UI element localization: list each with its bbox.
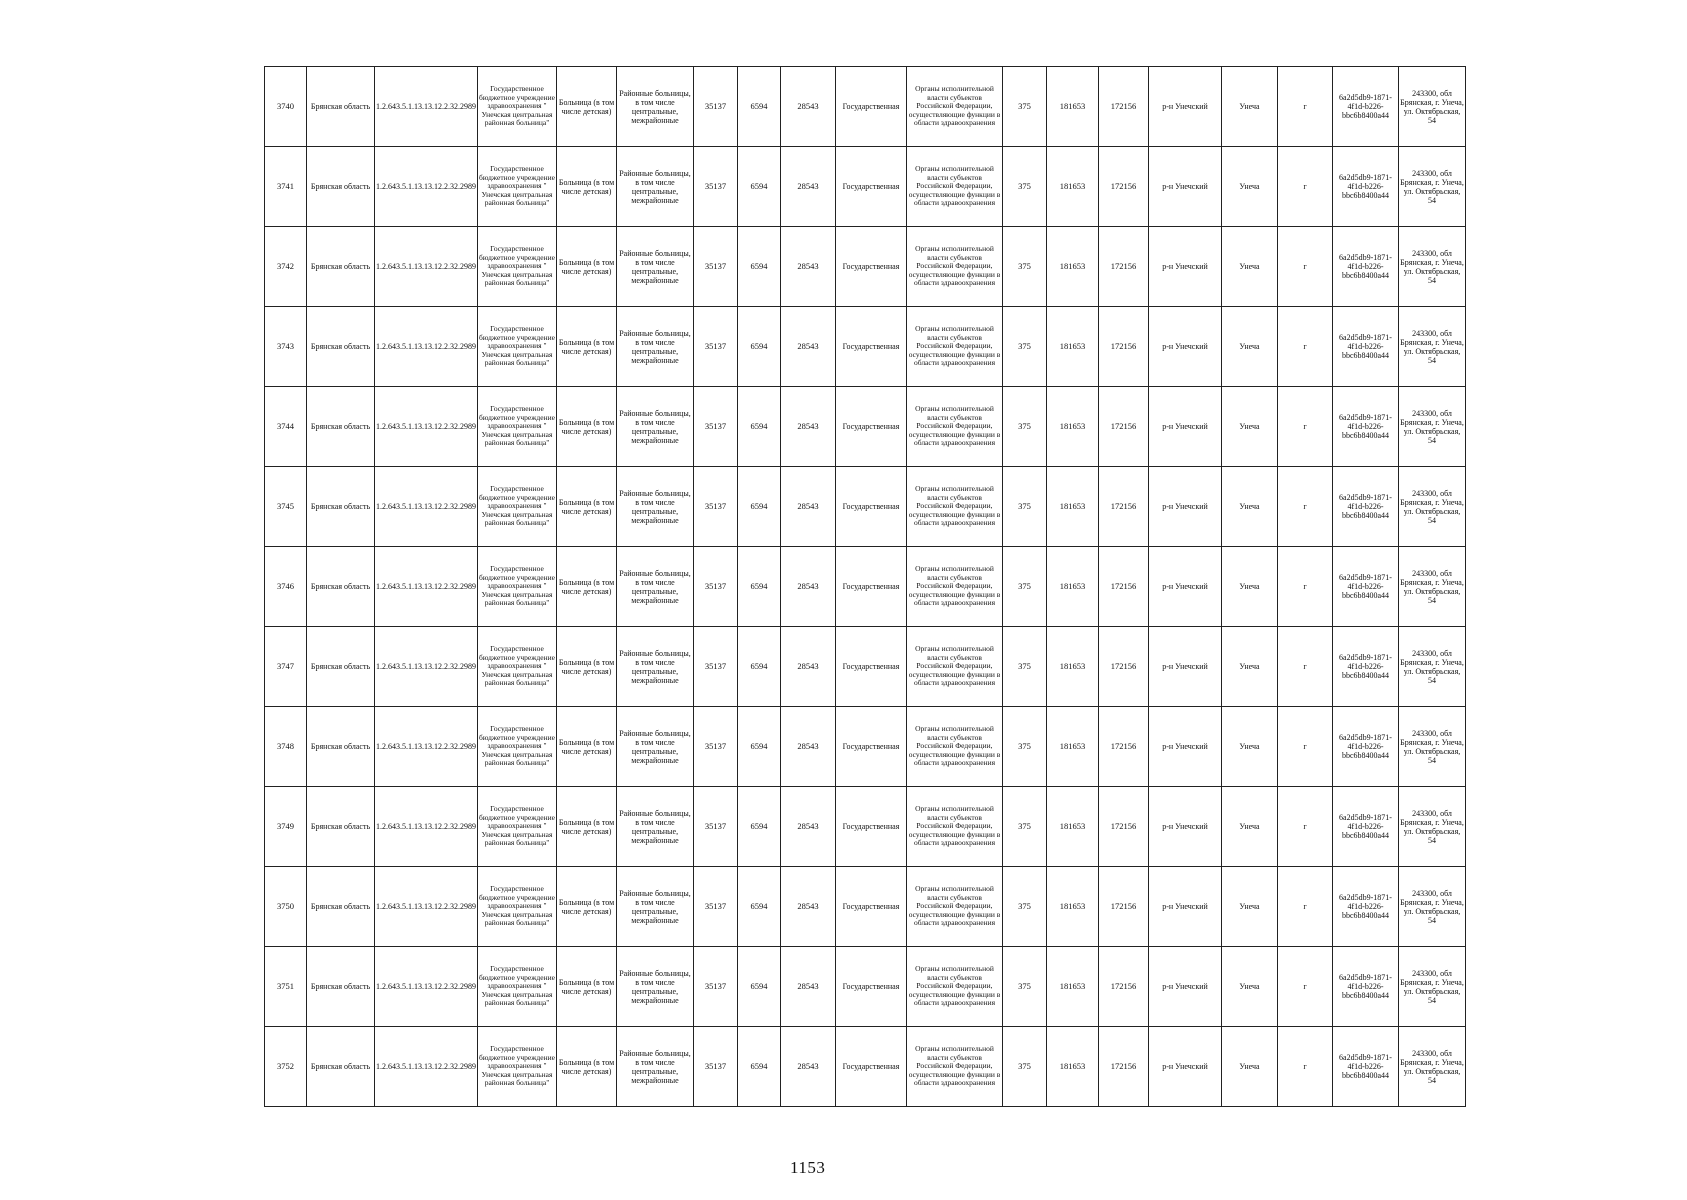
- n3-cell: 28543: [781, 547, 836, 627]
- city-cell: Унеча: [1222, 627, 1278, 707]
- row-id-cell: 3750: [265, 867, 307, 947]
- n5-cell: 181653: [1047, 467, 1099, 547]
- authority-cell: Органы исполнительной власти субъектов Российской Федерации, осуществляющие функции в области здравоохранения: [907, 467, 1003, 547]
- city-cell: Унеча: [1222, 867, 1278, 947]
- region-cell: Брянская область: [307, 467, 375, 547]
- region-cell: Брянская область: [307, 67, 375, 147]
- city-type-cell: г: [1278, 387, 1333, 467]
- type-cell: Больница (в том числе детская): [557, 787, 617, 867]
- n5-cell: 181653: [1047, 787, 1099, 867]
- n1-cell: 35137: [694, 387, 738, 467]
- category-cell: Районные больницы, в том числе центральные, межрайонные: [617, 67, 694, 147]
- authority-cell: Органы исполнительной власти субъектов Российской Федерации, осуществляющие функции в области здравоохранения: [907, 147, 1003, 227]
- n3-cell: 28543: [781, 1027, 836, 1107]
- region-cell: Брянская область: [307, 387, 375, 467]
- authority-cell: Органы исполнительной власти субъектов Российской Федерации, осуществляющие функции в области здравоохранения: [907, 947, 1003, 1027]
- n6-cell: 172156: [1099, 467, 1149, 547]
- organization-cell: Государственное бюджетное учреждение здравоохранения " Унечская центральная районная больница": [478, 307, 557, 387]
- region-cell: Брянская область: [307, 947, 375, 1027]
- city-cell: Унеча: [1222, 787, 1278, 867]
- address-cell: 243300, обл Брянская, г. Унеча, ул. Октябрьская, 54: [1399, 547, 1466, 627]
- n2-cell: 6594: [738, 1027, 781, 1107]
- category-cell: Районные больницы, в том числе центральные, межрайонные: [617, 1027, 694, 1107]
- authority-cell: Органы исполнительной власти субъектов Российской Федерации, осуществляющие функции в области здравоохранения: [907, 1027, 1003, 1107]
- organization-cell: Государственное бюджетное учреждение здравоохранения " Унечская центральная районная больница": [478, 947, 557, 1027]
- city-cell: Унеча: [1222, 387, 1278, 467]
- category-cell: Районные больницы, в том числе центральные, межрайонные: [617, 867, 694, 947]
- address-cell: 243300, обл Брянская, г. Унеча, ул. Октябрьская, 54: [1399, 467, 1466, 547]
- organization-cell: Государственное бюджетное учреждение здравоохранения " Унечская центральная районная больница": [478, 787, 557, 867]
- category-cell: Районные больницы, в том числе центральные, межрайонные: [617, 547, 694, 627]
- guid-cell: 6a2d5db9-1871-4f1d-b226-bbc6b8400a44: [1333, 227, 1399, 307]
- row-id-cell: 3751: [265, 947, 307, 1027]
- code-cell: 1.2.643.5.1.13.13.12.2.32.2989: [375, 67, 478, 147]
- table-row: [265, 547, 1466, 627]
- region-cell: Брянская область: [307, 307, 375, 387]
- organization-cell: Государственное бюджетное учреждение здравоохранения " Унечская центральная районная больница": [478, 627, 557, 707]
- n5-cell: 181653: [1047, 147, 1099, 227]
- n3-cell: 28543: [781, 307, 836, 387]
- address-cell: 243300, обл Брянская, г. Унеча, ул. Октябрьская, 54: [1399, 867, 1466, 947]
- city-type-cell: г: [1278, 147, 1333, 227]
- n6-cell: 172156: [1099, 387, 1149, 467]
- code-cell: 1.2.643.5.1.13.13.12.2.32.2989: [375, 547, 478, 627]
- ownership-cell: Государственная: [836, 867, 907, 947]
- n2-cell: 6594: [738, 547, 781, 627]
- city-cell: Унеча: [1222, 467, 1278, 547]
- n3-cell: 28543: [781, 67, 836, 147]
- authority-cell: Органы исполнительной власти субъектов Российской Федерации, осуществляющие функции в области здравоохранения: [907, 627, 1003, 707]
- hospital-registry-table: [264, 66, 1466, 1107]
- city-type-cell: г: [1278, 467, 1333, 547]
- code-cell: 1.2.643.5.1.13.13.12.2.32.2989: [375, 227, 478, 307]
- district-cell: р-н Унечский: [1149, 547, 1222, 627]
- code-cell: 1.2.643.5.1.13.13.12.2.32.2989: [375, 867, 478, 947]
- authority-cell: Органы исполнительной власти субъектов Российской Федерации, осуществляющие функции в области здравоохранения: [907, 547, 1003, 627]
- organization-cell: Государственное бюджетное учреждение здравоохранения " Унечская центральная районная больница": [478, 147, 557, 227]
- organization-cell: Государственное бюджетное учреждение здравоохранения " Унечская центральная районная больница": [478, 387, 557, 467]
- city-type-cell: г: [1278, 307, 1333, 387]
- n1-cell: 35137: [694, 947, 738, 1027]
- table-row: [265, 787, 1466, 867]
- n5-cell: 181653: [1047, 387, 1099, 467]
- ownership-cell: Государственная: [836, 547, 907, 627]
- n2-cell: 6594: [738, 947, 781, 1027]
- code-cell: 1.2.643.5.1.13.13.12.2.32.2989: [375, 707, 478, 787]
- n2-cell: 6594: [738, 627, 781, 707]
- guid-cell: 6a2d5db9-1871-4f1d-b226-bbc6b8400a44: [1333, 787, 1399, 867]
- category-cell: Районные больницы, в том числе центральные, межрайонные: [617, 627, 694, 707]
- n5-cell: 181653: [1047, 1027, 1099, 1107]
- n1-cell: 35137: [694, 787, 738, 867]
- n4-cell: 375: [1003, 147, 1047, 227]
- guid-cell: 6a2d5db9-1871-4f1d-b226-bbc6b8400a44: [1333, 387, 1399, 467]
- type-cell: Больница (в том числе детская): [557, 67, 617, 147]
- table-row: [265, 147, 1466, 227]
- n1-cell: 35137: [694, 627, 738, 707]
- address-cell: 243300, обл Брянская, г. Унеча, ул. Октябрьская, 54: [1399, 1027, 1466, 1107]
- n1-cell: 35137: [694, 67, 738, 147]
- n6-cell: 172156: [1099, 947, 1149, 1027]
- n3-cell: 28543: [781, 467, 836, 547]
- code-cell: 1.2.643.5.1.13.13.12.2.32.2989: [375, 387, 478, 467]
- district-cell: р-н Унечский: [1149, 147, 1222, 227]
- city-type-cell: г: [1278, 1027, 1333, 1107]
- n5-cell: 181653: [1047, 547, 1099, 627]
- district-cell: р-н Унечский: [1149, 867, 1222, 947]
- table-row: [265, 227, 1466, 307]
- ownership-cell: Государственная: [836, 387, 907, 467]
- n3-cell: 28543: [781, 707, 836, 787]
- region-cell: Брянская область: [307, 627, 375, 707]
- ownership-cell: Государственная: [836, 707, 907, 787]
- code-cell: 1.2.643.5.1.13.13.12.2.32.2989: [375, 787, 478, 867]
- ownership-cell: Государственная: [836, 627, 907, 707]
- n1-cell: 35137: [694, 467, 738, 547]
- n3-cell: 28543: [781, 787, 836, 867]
- ownership-cell: Государственная: [836, 67, 907, 147]
- city-type-cell: г: [1278, 947, 1333, 1027]
- category-cell: Районные больницы, в том числе центральные, межрайонные: [617, 467, 694, 547]
- type-cell: Больница (в том числе детская): [557, 147, 617, 227]
- category-cell: Районные больницы, в том числе центральные, межрайонные: [617, 147, 694, 227]
- type-cell: Больница (в том числе детская): [557, 467, 617, 547]
- type-cell: Больница (в том числе детская): [557, 1027, 617, 1107]
- city-type-cell: г: [1278, 707, 1333, 787]
- region-cell: Брянская область: [307, 147, 375, 227]
- n4-cell: 375: [1003, 707, 1047, 787]
- city-cell: Унеча: [1222, 307, 1278, 387]
- address-cell: 243300, обл Брянская, г. Унеча, ул. Октябрьская, 54: [1399, 787, 1466, 867]
- n4-cell: 375: [1003, 547, 1047, 627]
- row-id-cell: 3752: [265, 1027, 307, 1107]
- region-cell: Брянская область: [307, 787, 375, 867]
- table-row: [265, 307, 1466, 387]
- n3-cell: 28543: [781, 867, 836, 947]
- address-cell: 243300, обл Брянская, г. Унеча, ул. Октябрьская, 54: [1399, 387, 1466, 467]
- category-cell: Районные больницы, в том числе центральные, межрайонные: [617, 307, 694, 387]
- code-cell: 1.2.643.5.1.13.13.12.2.32.2989: [375, 147, 478, 227]
- n5-cell: 181653: [1047, 707, 1099, 787]
- address-cell: 243300, обл Брянская, г. Унеча, ул. Октябрьская, 54: [1399, 67, 1466, 147]
- authority-cell: Органы исполнительной власти субъектов Российской Федерации, осуществляющие функции в области здравоохранения: [907, 67, 1003, 147]
- row-id-cell: 3747: [265, 627, 307, 707]
- n3-cell: 28543: [781, 227, 836, 307]
- district-cell: р-н Унечский: [1149, 227, 1222, 307]
- organization-cell: Государственное бюджетное учреждение здравоохранения " Унечская центральная районная больница": [478, 547, 557, 627]
- organization-cell: Государственное бюджетное учреждение здравоохранения " Унечская центральная районная больница": [478, 1027, 557, 1107]
- n1-cell: 35137: [694, 307, 738, 387]
- n1-cell: 35137: [694, 707, 738, 787]
- authority-cell: Органы исполнительной власти субъектов Российской Федерации, осуществляющие функции в области здравоохранения: [907, 707, 1003, 787]
- n2-cell: 6594: [738, 147, 781, 227]
- authority-cell: Органы исполнительной власти субъектов Российской Федерации, осуществляющие функции в области здравоохранения: [907, 227, 1003, 307]
- code-cell: 1.2.643.5.1.13.13.12.2.32.2989: [375, 467, 478, 547]
- type-cell: Больница (в том числе детская): [557, 867, 617, 947]
- region-cell: Брянская область: [307, 227, 375, 307]
- n1-cell: 35137: [694, 547, 738, 627]
- code-cell: 1.2.643.5.1.13.13.12.2.32.2989: [375, 627, 478, 707]
- category-cell: Районные больницы, в том числе центральные, межрайонные: [617, 947, 694, 1027]
- guid-cell: 6a2d5db9-1871-4f1d-b226-bbc6b8400a44: [1333, 307, 1399, 387]
- region-cell: Брянская область: [307, 867, 375, 947]
- address-cell: 243300, обл Брянская, г. Унеча, ул. Октябрьская, 54: [1399, 307, 1466, 387]
- district-cell: р-н Унечский: [1149, 1027, 1222, 1107]
- district-cell: р-н Унечский: [1149, 467, 1222, 547]
- table-row: [265, 867, 1466, 947]
- n3-cell: 28543: [781, 387, 836, 467]
- n5-cell: 181653: [1047, 627, 1099, 707]
- table-row: [265, 707, 1466, 787]
- n6-cell: 172156: [1099, 867, 1149, 947]
- district-cell: р-н Унечский: [1149, 627, 1222, 707]
- guid-cell: 6a2d5db9-1871-4f1d-b226-bbc6b8400a44: [1333, 547, 1399, 627]
- code-cell: 1.2.643.5.1.13.13.12.2.32.2989: [375, 947, 478, 1027]
- city-type-cell: г: [1278, 547, 1333, 627]
- n6-cell: 172156: [1099, 67, 1149, 147]
- n2-cell: 6594: [738, 227, 781, 307]
- n1-cell: 35137: [694, 147, 738, 227]
- table-row: [265, 627, 1466, 707]
- category-cell: Районные больницы, в том числе центральные, межрайонные: [617, 787, 694, 867]
- row-id-cell: 3741: [265, 147, 307, 227]
- district-cell: р-н Унечский: [1149, 707, 1222, 787]
- n6-cell: 172156: [1099, 147, 1149, 227]
- table-body: [265, 67, 1466, 1107]
- city-cell: Унеча: [1222, 707, 1278, 787]
- region-cell: Брянская область: [307, 1027, 375, 1107]
- n4-cell: 375: [1003, 387, 1047, 467]
- n2-cell: 6594: [738, 867, 781, 947]
- row-id-cell: 3743: [265, 307, 307, 387]
- ownership-cell: Государственная: [836, 947, 907, 1027]
- n5-cell: 181653: [1047, 67, 1099, 147]
- guid-cell: 6a2d5db9-1871-4f1d-b226-bbc6b8400a44: [1333, 147, 1399, 227]
- n6-cell: 172156: [1099, 707, 1149, 787]
- city-cell: Унеча: [1222, 227, 1278, 307]
- type-cell: Больница (в том числе детская): [557, 227, 617, 307]
- ownership-cell: Государственная: [836, 1027, 907, 1107]
- category-cell: Районные больницы, в том числе центральные, межрайонные: [617, 387, 694, 467]
- category-cell: Районные больницы, в том числе центральные, межрайонные: [617, 707, 694, 787]
- n4-cell: 375: [1003, 867, 1047, 947]
- region-cell: Брянская область: [307, 547, 375, 627]
- n5-cell: 181653: [1047, 947, 1099, 1027]
- address-cell: 243300, обл Брянская, г. Унеча, ул. Октябрьская, 54: [1399, 707, 1466, 787]
- ownership-cell: Государственная: [836, 147, 907, 227]
- ownership-cell: Государственная: [836, 227, 907, 307]
- city-cell: Унеча: [1222, 547, 1278, 627]
- type-cell: Больница (в том числе детская): [557, 387, 617, 467]
- row-id-cell: 3742: [265, 227, 307, 307]
- n1-cell: 35137: [694, 1027, 738, 1107]
- district-cell: р-н Унечский: [1149, 387, 1222, 467]
- page-number: 1153: [790, 1158, 826, 1177]
- code-cell: 1.2.643.5.1.13.13.12.2.32.2989: [375, 307, 478, 387]
- organization-cell: Государственное бюджетное учреждение здравоохранения " Унечская центральная районная больница": [478, 227, 557, 307]
- authority-cell: Органы исполнительной власти субъектов Российской Федерации, осуществляющие функции в области здравоохранения: [907, 307, 1003, 387]
- n6-cell: 172156: [1099, 627, 1149, 707]
- city-type-cell: г: [1278, 67, 1333, 147]
- district-cell: р-н Унечский: [1149, 787, 1222, 867]
- n4-cell: 375: [1003, 947, 1047, 1027]
- region-cell: Брянская область: [307, 707, 375, 787]
- address-cell: 243300, обл Брянская, г. Унеча, ул. Октябрьская, 54: [1399, 947, 1466, 1027]
- table-row: [265, 67, 1466, 147]
- n6-cell: 172156: [1099, 1027, 1149, 1107]
- n2-cell: 6594: [738, 707, 781, 787]
- row-id-cell: 3748: [265, 707, 307, 787]
- n6-cell: 172156: [1099, 787, 1149, 867]
- table-row: [265, 467, 1466, 547]
- guid-cell: 6a2d5db9-1871-4f1d-b226-bbc6b8400a44: [1333, 627, 1399, 707]
- n4-cell: 375: [1003, 787, 1047, 867]
- n3-cell: 28543: [781, 147, 836, 227]
- district-cell: р-н Унечский: [1149, 307, 1222, 387]
- organization-cell: Государственное бюджетное учреждение здравоохранения " Унечская центральная районная больница": [478, 67, 557, 147]
- address-cell: 243300, обл Брянская, г. Унеча, ул. Октябрьская, 54: [1399, 627, 1466, 707]
- district-cell: р-н Унечский: [1149, 67, 1222, 147]
- row-id-cell: 3746: [265, 547, 307, 627]
- ownership-cell: Государственная: [836, 787, 907, 867]
- type-cell: Больница (в том числе детская): [557, 627, 617, 707]
- n4-cell: 375: [1003, 307, 1047, 387]
- address-cell: 243300, обл Брянская, г. Унеча, ул. Октябрьская, 54: [1399, 227, 1466, 307]
- organization-cell: Государственное бюджетное учреждение здравоохранения " Унечская центральная районная больница": [478, 467, 557, 547]
- guid-cell: 6a2d5db9-1871-4f1d-b226-bbc6b8400a44: [1333, 67, 1399, 147]
- n5-cell: 181653: [1047, 867, 1099, 947]
- guid-cell: 6a2d5db9-1871-4f1d-b226-bbc6b8400a44: [1333, 467, 1399, 547]
- n1-cell: 35137: [694, 227, 738, 307]
- n2-cell: 6594: [738, 387, 781, 467]
- n1-cell: 35137: [694, 867, 738, 947]
- row-id-cell: 3740: [265, 67, 307, 147]
- table-row: [265, 947, 1466, 1027]
- n4-cell: 375: [1003, 1027, 1047, 1107]
- category-cell: Районные больницы, в том числе центральные, межрайонные: [617, 227, 694, 307]
- ownership-cell: Государственная: [836, 467, 907, 547]
- city-cell: Унеча: [1222, 1027, 1278, 1107]
- n2-cell: 6594: [738, 467, 781, 547]
- ownership-cell: Государственная: [836, 307, 907, 387]
- type-cell: Больница (в том числе детская): [557, 947, 617, 1027]
- code-cell: 1.2.643.5.1.13.13.12.2.32.2989: [375, 1027, 478, 1107]
- row-id-cell: 3745: [265, 467, 307, 547]
- authority-cell: Органы исполнительной власти субъектов Российской Федерации, осуществляющие функции в области здравоохранения: [907, 867, 1003, 947]
- row-id-cell: 3749: [265, 787, 307, 867]
- authority-cell: Органы исполнительной власти субъектов Российской Федерации, осуществляющие функции в области здравоохранения: [907, 787, 1003, 867]
- n4-cell: 375: [1003, 67, 1047, 147]
- n2-cell: 6594: [738, 787, 781, 867]
- type-cell: Больница (в том числе детская): [557, 707, 617, 787]
- n2-cell: 6594: [738, 307, 781, 387]
- authority-cell: Органы исполнительной власти субъектов Российской Федерации, осуществляющие функции в области здравоохранения: [907, 387, 1003, 467]
- guid-cell: 6a2d5db9-1871-4f1d-b226-bbc6b8400a44: [1333, 867, 1399, 947]
- n4-cell: 375: [1003, 467, 1047, 547]
- n6-cell: 172156: [1099, 307, 1149, 387]
- address-cell: 243300, обл Брянская, г. Унеча, ул. Октябрьская, 54: [1399, 147, 1466, 227]
- city-cell: Унеча: [1222, 67, 1278, 147]
- n6-cell: 172156: [1099, 547, 1149, 627]
- city-type-cell: г: [1278, 227, 1333, 307]
- city-cell: Унеча: [1222, 147, 1278, 227]
- n2-cell: 6594: [738, 67, 781, 147]
- type-cell: Больница (в том числе детская): [557, 307, 617, 387]
- organization-cell: Государственное бюджетное учреждение здравоохранения " Унечская центральная районная больница": [478, 867, 557, 947]
- n3-cell: 28543: [781, 947, 836, 1027]
- city-type-cell: г: [1278, 787, 1333, 867]
- guid-cell: 6a2d5db9-1871-4f1d-b226-bbc6b8400a44: [1333, 1027, 1399, 1107]
- n4-cell: 375: [1003, 227, 1047, 307]
- district-cell: р-н Унечский: [1149, 947, 1222, 1027]
- guid-cell: 6a2d5db9-1871-4f1d-b226-bbc6b8400a44: [1333, 947, 1399, 1027]
- type-cell: Больница (в том числе детская): [557, 547, 617, 627]
- table-row: [265, 387, 1466, 467]
- n6-cell: 172156: [1099, 227, 1149, 307]
- city-type-cell: г: [1278, 627, 1333, 707]
- table-row: [265, 1027, 1466, 1107]
- n5-cell: 181653: [1047, 227, 1099, 307]
- n3-cell: 28543: [781, 627, 836, 707]
- row-id-cell: 3744: [265, 387, 307, 467]
- city-type-cell: г: [1278, 867, 1333, 947]
- city-cell: Унеча: [1222, 947, 1278, 1027]
- organization-cell: Государственное бюджетное учреждение здравоохранения " Унечская центральная районная больница": [478, 707, 557, 787]
- guid-cell: 6a2d5db9-1871-4f1d-b226-bbc6b8400a44: [1333, 707, 1399, 787]
- n4-cell: 375: [1003, 627, 1047, 707]
- n5-cell: 181653: [1047, 307, 1099, 387]
